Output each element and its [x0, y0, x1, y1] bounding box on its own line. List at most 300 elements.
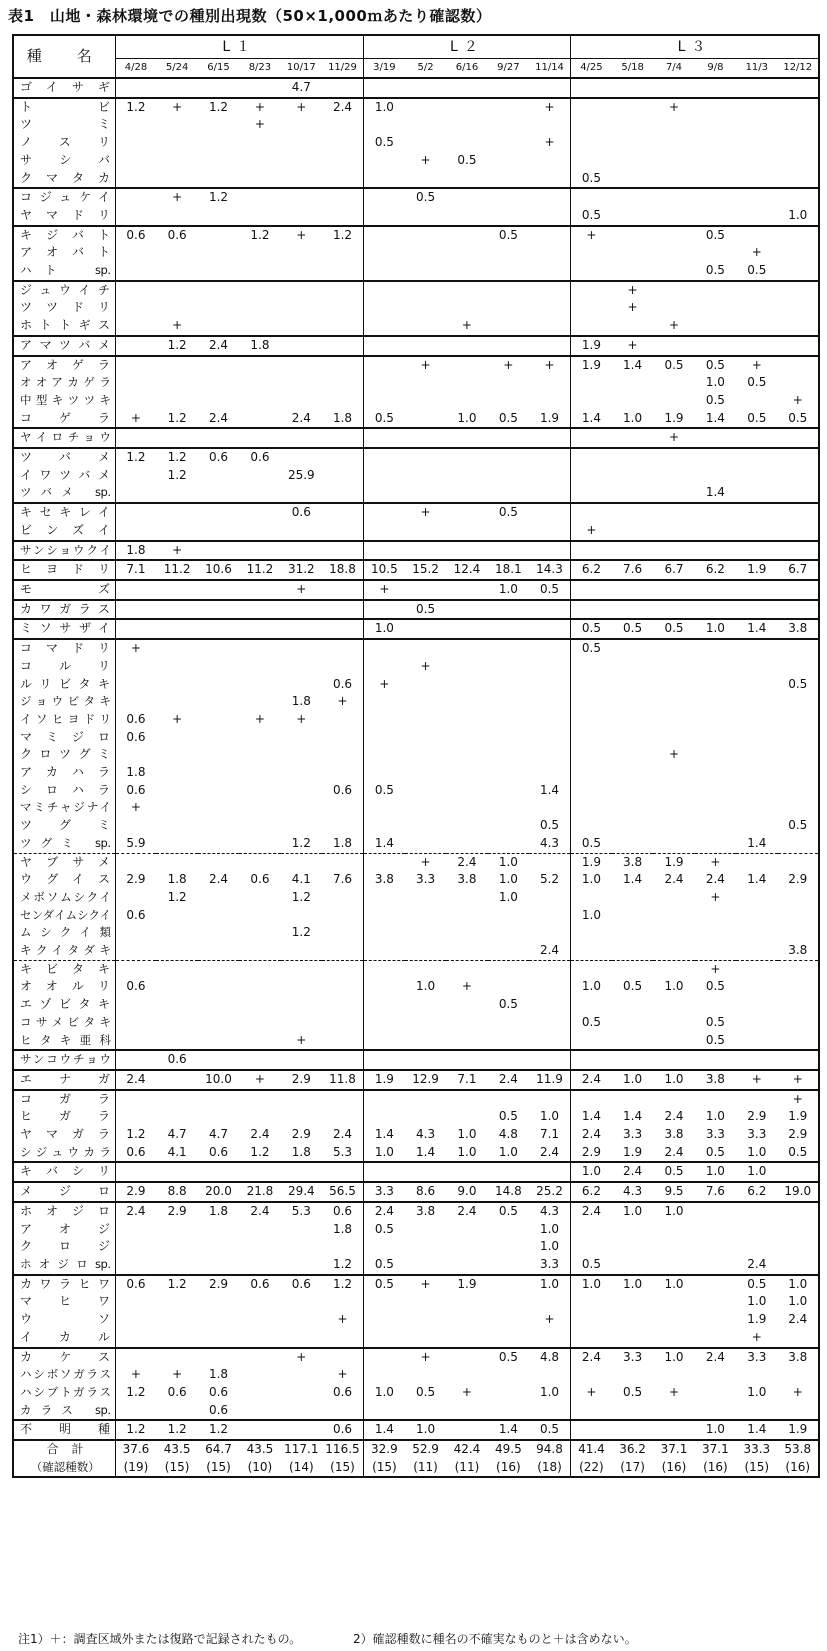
count-cell: [778, 1366, 820, 1384]
species-name: アオバト: [13, 244, 115, 262]
count-cell: [446, 782, 487, 800]
count-cell: [488, 1014, 529, 1032]
count-cell: +: [653, 98, 694, 117]
count-cell: [281, 1014, 322, 1032]
count-cell: [653, 835, 694, 853]
count-cell: [736, 639, 777, 658]
count-cell: [488, 658, 529, 676]
count-cell: [322, 711, 363, 729]
count-cell: [239, 170, 280, 189]
count-cell: [322, 746, 363, 764]
count-cell: 0.6: [126, 711, 146, 726]
count-cell: [612, 1311, 653, 1329]
count-cell: +: [405, 503, 446, 522]
count-cell: [446, 1238, 487, 1256]
count-cell: [115, 924, 156, 942]
count-cell: 1.2: [156, 1420, 197, 1440]
count-cell: [736, 1032, 777, 1051]
count-cell: 0.5: [788, 818, 808, 833]
count-cell: [695, 817, 736, 835]
count-cell: [405, 676, 446, 694]
species-name: サンコウチョウ: [13, 1050, 115, 1070]
count-cell: [653, 960, 694, 978]
count-cell: [778, 835, 820, 853]
count-cell: [570, 1366, 611, 1384]
count-cell: [778, 78, 820, 98]
count-cell: [115, 960, 156, 978]
count-cell: [488, 317, 529, 336]
count-cell: [156, 1032, 197, 1051]
count-cell: [778, 1050, 820, 1070]
date-header: 10/17: [281, 59, 322, 79]
count-cell: 1.2: [198, 1420, 239, 1440]
count-cell: [322, 188, 363, 207]
count-cell: [778, 1402, 820, 1421]
count-cell: 3.8: [788, 943, 808, 958]
count-cell: [778, 336, 820, 356]
species-name: オオルリ: [13, 978, 115, 996]
count-cell: 6.2: [736, 1182, 777, 1202]
count-cell: 1.9: [653, 853, 694, 871]
count-cell: [529, 152, 570, 170]
count-cell: [736, 207, 777, 226]
count-cell: [612, 600, 653, 620]
count-cell: 4.1: [291, 872, 311, 887]
total-cell: 43.5: [239, 1440, 280, 1459]
count-cell: 2.4: [664, 1109, 684, 1124]
count-cell: [488, 1032, 529, 1051]
count-cell: [281, 764, 322, 782]
count-cell: [115, 1221, 156, 1239]
count-cell: 0.5: [747, 410, 767, 425]
count-cell: [405, 1402, 446, 1421]
count-cell: [239, 1014, 280, 1032]
count-cell: [570, 817, 611, 835]
count-cell: [363, 374, 404, 392]
count-cell: [322, 428, 363, 448]
count-cell: [156, 1238, 197, 1256]
count-cell: [156, 619, 197, 639]
count-cell: [570, 711, 611, 729]
count-cell: [529, 503, 570, 522]
count-cell: [653, 889, 694, 907]
count-cell: [653, 336, 694, 356]
count-cell: [653, 226, 694, 245]
count-cell: +: [736, 356, 777, 375]
count-cell: [529, 729, 570, 747]
species-name: イソヒヨドリ: [13, 711, 115, 729]
count-cell: 1.4: [363, 835, 404, 853]
table-row: [13, 262, 819, 281]
count-cell: [281, 1311, 322, 1329]
count-cell: 2.4: [570, 1348, 611, 1367]
count-cell: [239, 374, 280, 392]
count-cell: [363, 746, 404, 764]
count-cell: 5.3: [281, 1202, 322, 1221]
species-name: アカハラ: [13, 764, 115, 782]
count-cell: [570, 374, 611, 392]
count-cell: [239, 746, 280, 764]
table-row: [13, 428, 819, 448]
count-cell: [736, 693, 777, 711]
count-cell: [488, 1162, 529, 1182]
table-row: [13, 522, 819, 541]
count-cell: [115, 522, 156, 541]
count-cell: [695, 835, 736, 853]
count-cell: [363, 522, 404, 541]
count-cell: [198, 484, 239, 503]
count-cell: [198, 711, 239, 729]
count-cell: [239, 1108, 280, 1126]
table-row: [13, 560, 819, 580]
count-cell: [239, 1238, 280, 1256]
count-cell: 2.4: [208, 872, 229, 887]
count-cell: [529, 746, 570, 764]
count-cell: [695, 467, 736, 485]
count-cell: [695, 1384, 736, 1402]
count-cell: [115, 244, 156, 262]
count-cell: [281, 1162, 322, 1182]
count-cell: [570, 484, 611, 503]
count-cell: [156, 907, 197, 925]
count-cell: [115, 676, 156, 694]
count-cell: 1.2: [126, 1127, 146, 1142]
table-row: [13, 1202, 819, 1221]
count-cell: [156, 580, 197, 600]
count-cell: 31.2: [281, 560, 322, 580]
count-cell: [363, 356, 404, 375]
count-cell: [529, 467, 570, 485]
count-cell: 1.0: [488, 580, 529, 600]
count-cell: [446, 1032, 487, 1051]
count-cell: [529, 226, 570, 245]
count-cell: [115, 693, 156, 711]
count-cell: 1.0: [695, 1162, 736, 1182]
species-column-header: 種 名: [13, 35, 115, 78]
count-cell: 0.5: [570, 619, 611, 639]
count-cell: 18.1: [488, 560, 529, 580]
count-cell: 0.5: [405, 600, 446, 620]
count-cell: [736, 942, 777, 960]
count-cell: [198, 152, 239, 170]
count-cell: [529, 392, 570, 410]
count-cell: [653, 467, 694, 485]
count-cell: [488, 336, 529, 356]
count-cell: [446, 942, 487, 960]
species-count-cell: (19): [123, 1459, 149, 1474]
count-cell: [281, 428, 322, 448]
count-cell: [570, 600, 611, 620]
count-cell: 2.9: [291, 1127, 311, 1142]
count-cell: [239, 317, 280, 336]
count-cell: [570, 1090, 611, 1109]
count-cell: [612, 317, 653, 336]
count-cell: [488, 639, 529, 658]
count-cell: [695, 244, 736, 262]
count-cell: 12.9: [405, 1070, 446, 1090]
count-cell: [695, 428, 736, 448]
count-cell: [488, 134, 529, 152]
count-cell: 0.6: [156, 226, 197, 245]
table-row: [13, 299, 819, 317]
count-cell: 2.4: [332, 1127, 353, 1142]
count-cell: 1.8: [291, 694, 311, 709]
count-cell: [778, 1238, 820, 1256]
count-cell: [446, 693, 487, 711]
species-name: ツツドリ: [13, 299, 115, 317]
count-cell: [363, 244, 404, 262]
count-cell: [695, 116, 736, 134]
count-cell: [198, 1348, 239, 1367]
count-cell: [115, 392, 156, 410]
species-name: キバシリ: [13, 1162, 115, 1182]
count-cell: 11.8: [322, 1070, 363, 1090]
table-row: [13, 1162, 819, 1182]
count-cell: [488, 98, 529, 117]
species-count-label: （確認種数）: [13, 1459, 115, 1478]
table-row: [13, 1348, 819, 1367]
count-cell: 1.0: [653, 1348, 694, 1367]
count-cell: 2.4: [705, 872, 725, 887]
count-cell: [653, 817, 694, 835]
count-cell: +: [281, 98, 322, 117]
count-cell: +: [461, 318, 472, 333]
count-cell: 2.4: [788, 1312, 808, 1327]
count-cell: 1.4: [570, 1108, 611, 1126]
count-cell: [446, 746, 487, 764]
footnotes: [18, 1630, 637, 1647]
count-cell: [446, 1293, 487, 1311]
count-cell: [570, 1420, 611, 1440]
count-cell: 4.7: [281, 78, 322, 98]
count-cell: 1.0: [529, 1275, 570, 1294]
count-cell: [446, 244, 487, 262]
species-name: ヒヨドリ: [13, 560, 115, 580]
count-cell: [488, 1238, 529, 1256]
count-cell: [488, 541, 529, 561]
count-cell: [736, 996, 777, 1014]
count-cell: 1.2: [115, 448, 156, 467]
count-cell: [612, 467, 653, 485]
count-cell: [736, 98, 777, 117]
count-cell: [695, 693, 736, 711]
count-cell: [778, 658, 820, 676]
count-cell: +: [529, 356, 570, 375]
count-cell: [281, 978, 322, 996]
count-cell: [695, 1256, 736, 1275]
count-cell: [653, 116, 694, 134]
count-cell: +: [156, 98, 197, 117]
species-name: ジュウイチ: [13, 281, 115, 300]
footnote-2: 2）確認種数に種名の不確実なものと＋は含めない。: [353, 1632, 637, 1646]
species-name: コジュケイ: [13, 188, 115, 207]
count-cell: [488, 170, 529, 189]
count-cell: 0.5: [363, 782, 404, 800]
count-cell: [322, 960, 363, 978]
count-cell: 4.3: [539, 835, 560, 850]
count-cell: [115, 467, 156, 485]
species-name: ツグミ: [13, 817, 115, 835]
count-cell: [736, 600, 777, 620]
count-cell: [488, 1311, 529, 1329]
count-cell: [405, 960, 446, 978]
count-cell: 0.5: [747, 375, 767, 390]
count-cell: [446, 541, 487, 561]
count-cell: [198, 467, 239, 485]
count-cell: +: [710, 889, 721, 904]
count-cell: [363, 503, 404, 522]
count-cell: 2.9: [570, 1144, 611, 1163]
count-cell: [446, 996, 487, 1014]
count-cell: [529, 188, 570, 207]
count-cell: 1.9: [570, 853, 611, 871]
table-row: [13, 817, 819, 835]
count-cell: [363, 1032, 404, 1051]
count-cell: [281, 1221, 322, 1239]
count-cell: 0.6: [126, 729, 146, 744]
count-cell: 2.4: [664, 872, 684, 887]
count-cell: [363, 1050, 404, 1070]
date-header: 9/27: [488, 59, 529, 79]
count-cell: [695, 1329, 736, 1348]
count-cell: [405, 1108, 446, 1126]
count-cell: [653, 541, 694, 561]
count-cell: [695, 1275, 736, 1294]
count-cell: 2.4: [115, 1202, 156, 1221]
count-cell: [570, 764, 611, 782]
count-cell: 7.1: [446, 1070, 487, 1090]
count-cell: [570, 1402, 611, 1421]
table-row: [13, 207, 819, 226]
count-cell: [778, 924, 820, 942]
table-row: [13, 1256, 819, 1275]
count-cell: [653, 262, 694, 281]
count-cell: 1.4: [705, 410, 725, 425]
count-cell: [405, 98, 446, 117]
count-cell: 0.5: [457, 152, 477, 167]
count-cell: [115, 619, 156, 639]
count-cell: [322, 207, 363, 226]
count-cell: [570, 1293, 611, 1311]
count-cell: [405, 711, 446, 729]
count-cell: [198, 764, 239, 782]
count-cell: [736, 503, 777, 522]
count-cell: 0.5: [623, 979, 643, 994]
count-cell: [239, 541, 280, 561]
count-cell: [653, 1256, 694, 1275]
count-cell: [778, 639, 820, 658]
count-cell: [488, 299, 529, 317]
total-cell: 42.4: [446, 1440, 487, 1459]
count-cell: +: [337, 694, 348, 709]
count-cell: [156, 764, 197, 782]
count-cell: [405, 1329, 446, 1348]
count-cell: [115, 317, 156, 336]
count-cell: 2.4: [539, 1144, 560, 1159]
count-cell: +: [792, 392, 803, 407]
species-count-cell: (15): [164, 1459, 190, 1474]
count-cell: [570, 116, 611, 134]
count-cell: [736, 541, 777, 561]
count-cell: [281, 907, 322, 925]
count-cell: [570, 942, 611, 960]
table-row: [13, 1238, 819, 1256]
count-cell: 0.5: [570, 207, 611, 226]
count-cell: [778, 693, 820, 711]
count-cell: 1.2: [250, 1144, 270, 1159]
count-cell: [115, 1090, 156, 1109]
count-cell: +: [405, 1348, 446, 1367]
count-cell: [446, 817, 487, 835]
table-row: [13, 619, 819, 639]
count-cell: [363, 711, 404, 729]
count-cell: [446, 889, 487, 907]
count-cell: [488, 1050, 529, 1070]
count-cell: [239, 1366, 280, 1384]
count-cell: [322, 356, 363, 375]
count-cell: [115, 817, 156, 835]
count-cell: [115, 299, 156, 317]
count-cell: [281, 853, 322, 871]
count-cell: 1.4: [623, 872, 643, 887]
count-cell: 0.6: [126, 782, 146, 797]
count-cell: [446, 1420, 487, 1440]
count-cell: [570, 244, 611, 262]
count-cell: [778, 299, 820, 317]
count-cell: [612, 1032, 653, 1051]
count-cell: [612, 782, 653, 800]
count-cell: [363, 942, 404, 960]
count-cell: 0.6: [126, 1144, 146, 1159]
count-cell: [695, 541, 736, 561]
count-cell: [653, 658, 694, 676]
count-cell: [653, 764, 694, 782]
count-cell: [156, 392, 197, 410]
species-name: キビタキ: [13, 960, 115, 978]
count-cell: 0.5: [705, 392, 725, 407]
count-cell: [778, 729, 820, 747]
count-cell: [446, 658, 487, 676]
table-row: [13, 1014, 819, 1032]
count-cell: [322, 1090, 363, 1109]
count-cell: [488, 960, 529, 978]
count-cell: [156, 244, 197, 262]
date-header: 4/28: [115, 59, 156, 79]
count-cell: [198, 1162, 239, 1182]
count-cell: [612, 116, 653, 134]
count-cell: +: [461, 1384, 472, 1399]
count-cell: [198, 428, 239, 448]
count-cell: 14.3: [529, 560, 570, 580]
count-cell: 1.2: [156, 336, 197, 356]
count-cell: [198, 226, 239, 245]
count-cell: 0.6: [322, 1420, 363, 1440]
count-cell: [239, 188, 280, 207]
count-cell: [363, 152, 404, 170]
count-cell: [612, 1293, 653, 1311]
species-name: アオゲラ: [13, 356, 115, 375]
count-cell: [446, 729, 487, 747]
count-cell: [446, 639, 487, 658]
count-cell: 1.8: [332, 835, 353, 850]
count-cell: 1.2: [322, 1275, 363, 1294]
species-count-cell: (16): [703, 1459, 728, 1474]
count-cell: 1.0: [363, 1144, 404, 1163]
count-cell: 1.0: [457, 1144, 477, 1159]
count-cell: [156, 693, 197, 711]
date-header: 11/29: [322, 59, 363, 79]
count-cell: 0.6: [167, 1384, 187, 1399]
